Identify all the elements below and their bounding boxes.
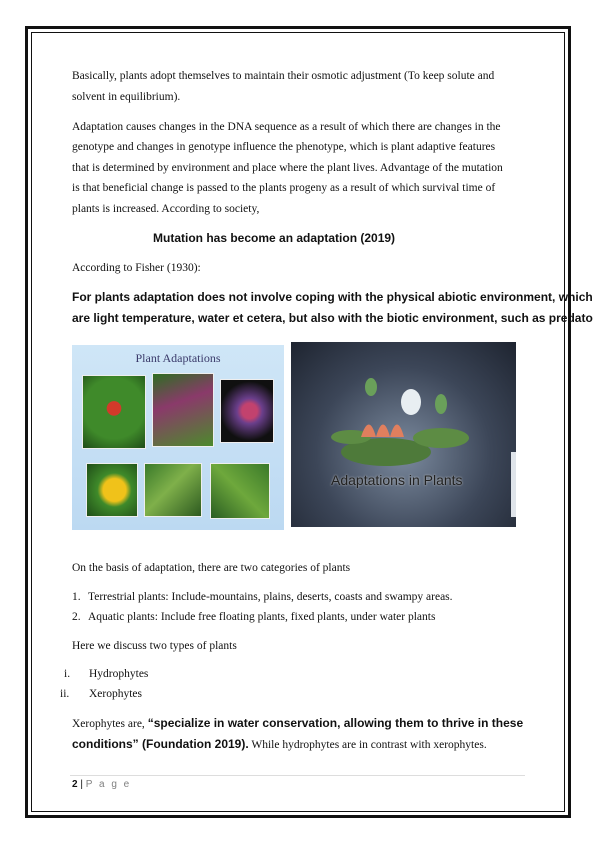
para2-line5: plants is increased. According to society, — [72, 203, 260, 215]
fisher-quote-line1: For plants adaptation does not involve coping with the physical abiotic environment, which — [72, 290, 593, 304]
bromeliad-photo — [82, 375, 146, 449]
cactus-flower-photo — [86, 463, 138, 517]
category-1-num: 1. — [72, 591, 81, 603]
para1-line2: solvent in equilibrium). — [72, 91, 181, 103]
fisher-intro: According to Fisher (1930): — [72, 262, 201, 274]
fisher-quote-line2: are light temperature, water et cetera, but also with the biotic environment, such as predato — [72, 311, 593, 325]
category-1-text: Terrestrial plants: Include-mountains, plains, deserts, coasts and swampy areas. — [88, 591, 453, 603]
plant-adaptations-image — [72, 345, 284, 530]
page-word: P a g e — [85, 779, 132, 790]
xerophytes-prefix: Xerophytes are, — [72, 718, 148, 730]
type-2-text: Xerophytes — [89, 688, 143, 700]
type-2-num: ii. — [60, 688, 70, 700]
water-lily-illustration — [291, 342, 516, 527]
fern-photo — [210, 463, 270, 519]
page-number: 2 — [72, 779, 78, 790]
page-footer — [72, 779, 131, 790]
category-2-text: Aquatic plants: Include free floating plants, fixed plants, under water plants — [88, 611, 436, 623]
footer-divider — [70, 775, 525, 776]
leafy-plant-photo — [144, 463, 202, 517]
para2-line2: genotype and changes in genotype influence the phenotype, which is plant adaptive features — [72, 141, 496, 153]
para2-line4: is that beneficial change is passed to the plants progeny as a result of which survival time of — [72, 182, 496, 194]
categories-intro: On the basis of adaptation, there are two categories of plants — [72, 562, 351, 574]
para2-line3: that is determined by environment and place where the plant lives. Advantage of the mutation — [72, 162, 503, 174]
xerophytes-suffix: While hydrophytes are in contrast with xerophytes. — [248, 739, 487, 751]
plant-adaptations-title: Plant Adaptations — [135, 351, 221, 365]
adaptations-caption: Adaptations in Plants — [331, 472, 463, 488]
para2-line1: Adaptation causes changes in the DNA sequence as a result of which there are changes in the — [72, 121, 501, 133]
para1-line1: Basically, plants adopt themselves to maintain their osmotic adjustment (To keep solute and — [72, 70, 495, 82]
types-intro: Here we discuss two types of plants — [72, 640, 237, 652]
mutation-quote: Mutation has become an adaptation (2019) — [153, 231, 396, 245]
category-2-num: 2. — [72, 611, 81, 623]
xerophytes-line1 — [72, 713, 523, 734]
adaptations-in-plants-image — [291, 342, 516, 527]
xerophytes-line2 — [72, 734, 487, 755]
xerophytes-quote-line2: conditions” (Foundation 2019). — [72, 737, 249, 751]
page-separator: | — [80, 779, 83, 790]
type-1-text: Hydrophytes — [89, 668, 149, 680]
type-1-num: i. — [64, 668, 71, 680]
xerophytes-quote-line1: “specialize in water conservation, allowing them to thrive in these — [147, 716, 524, 730]
pitcher-plant-photo — [152, 373, 214, 447]
sundew-photo — [220, 379, 274, 443]
